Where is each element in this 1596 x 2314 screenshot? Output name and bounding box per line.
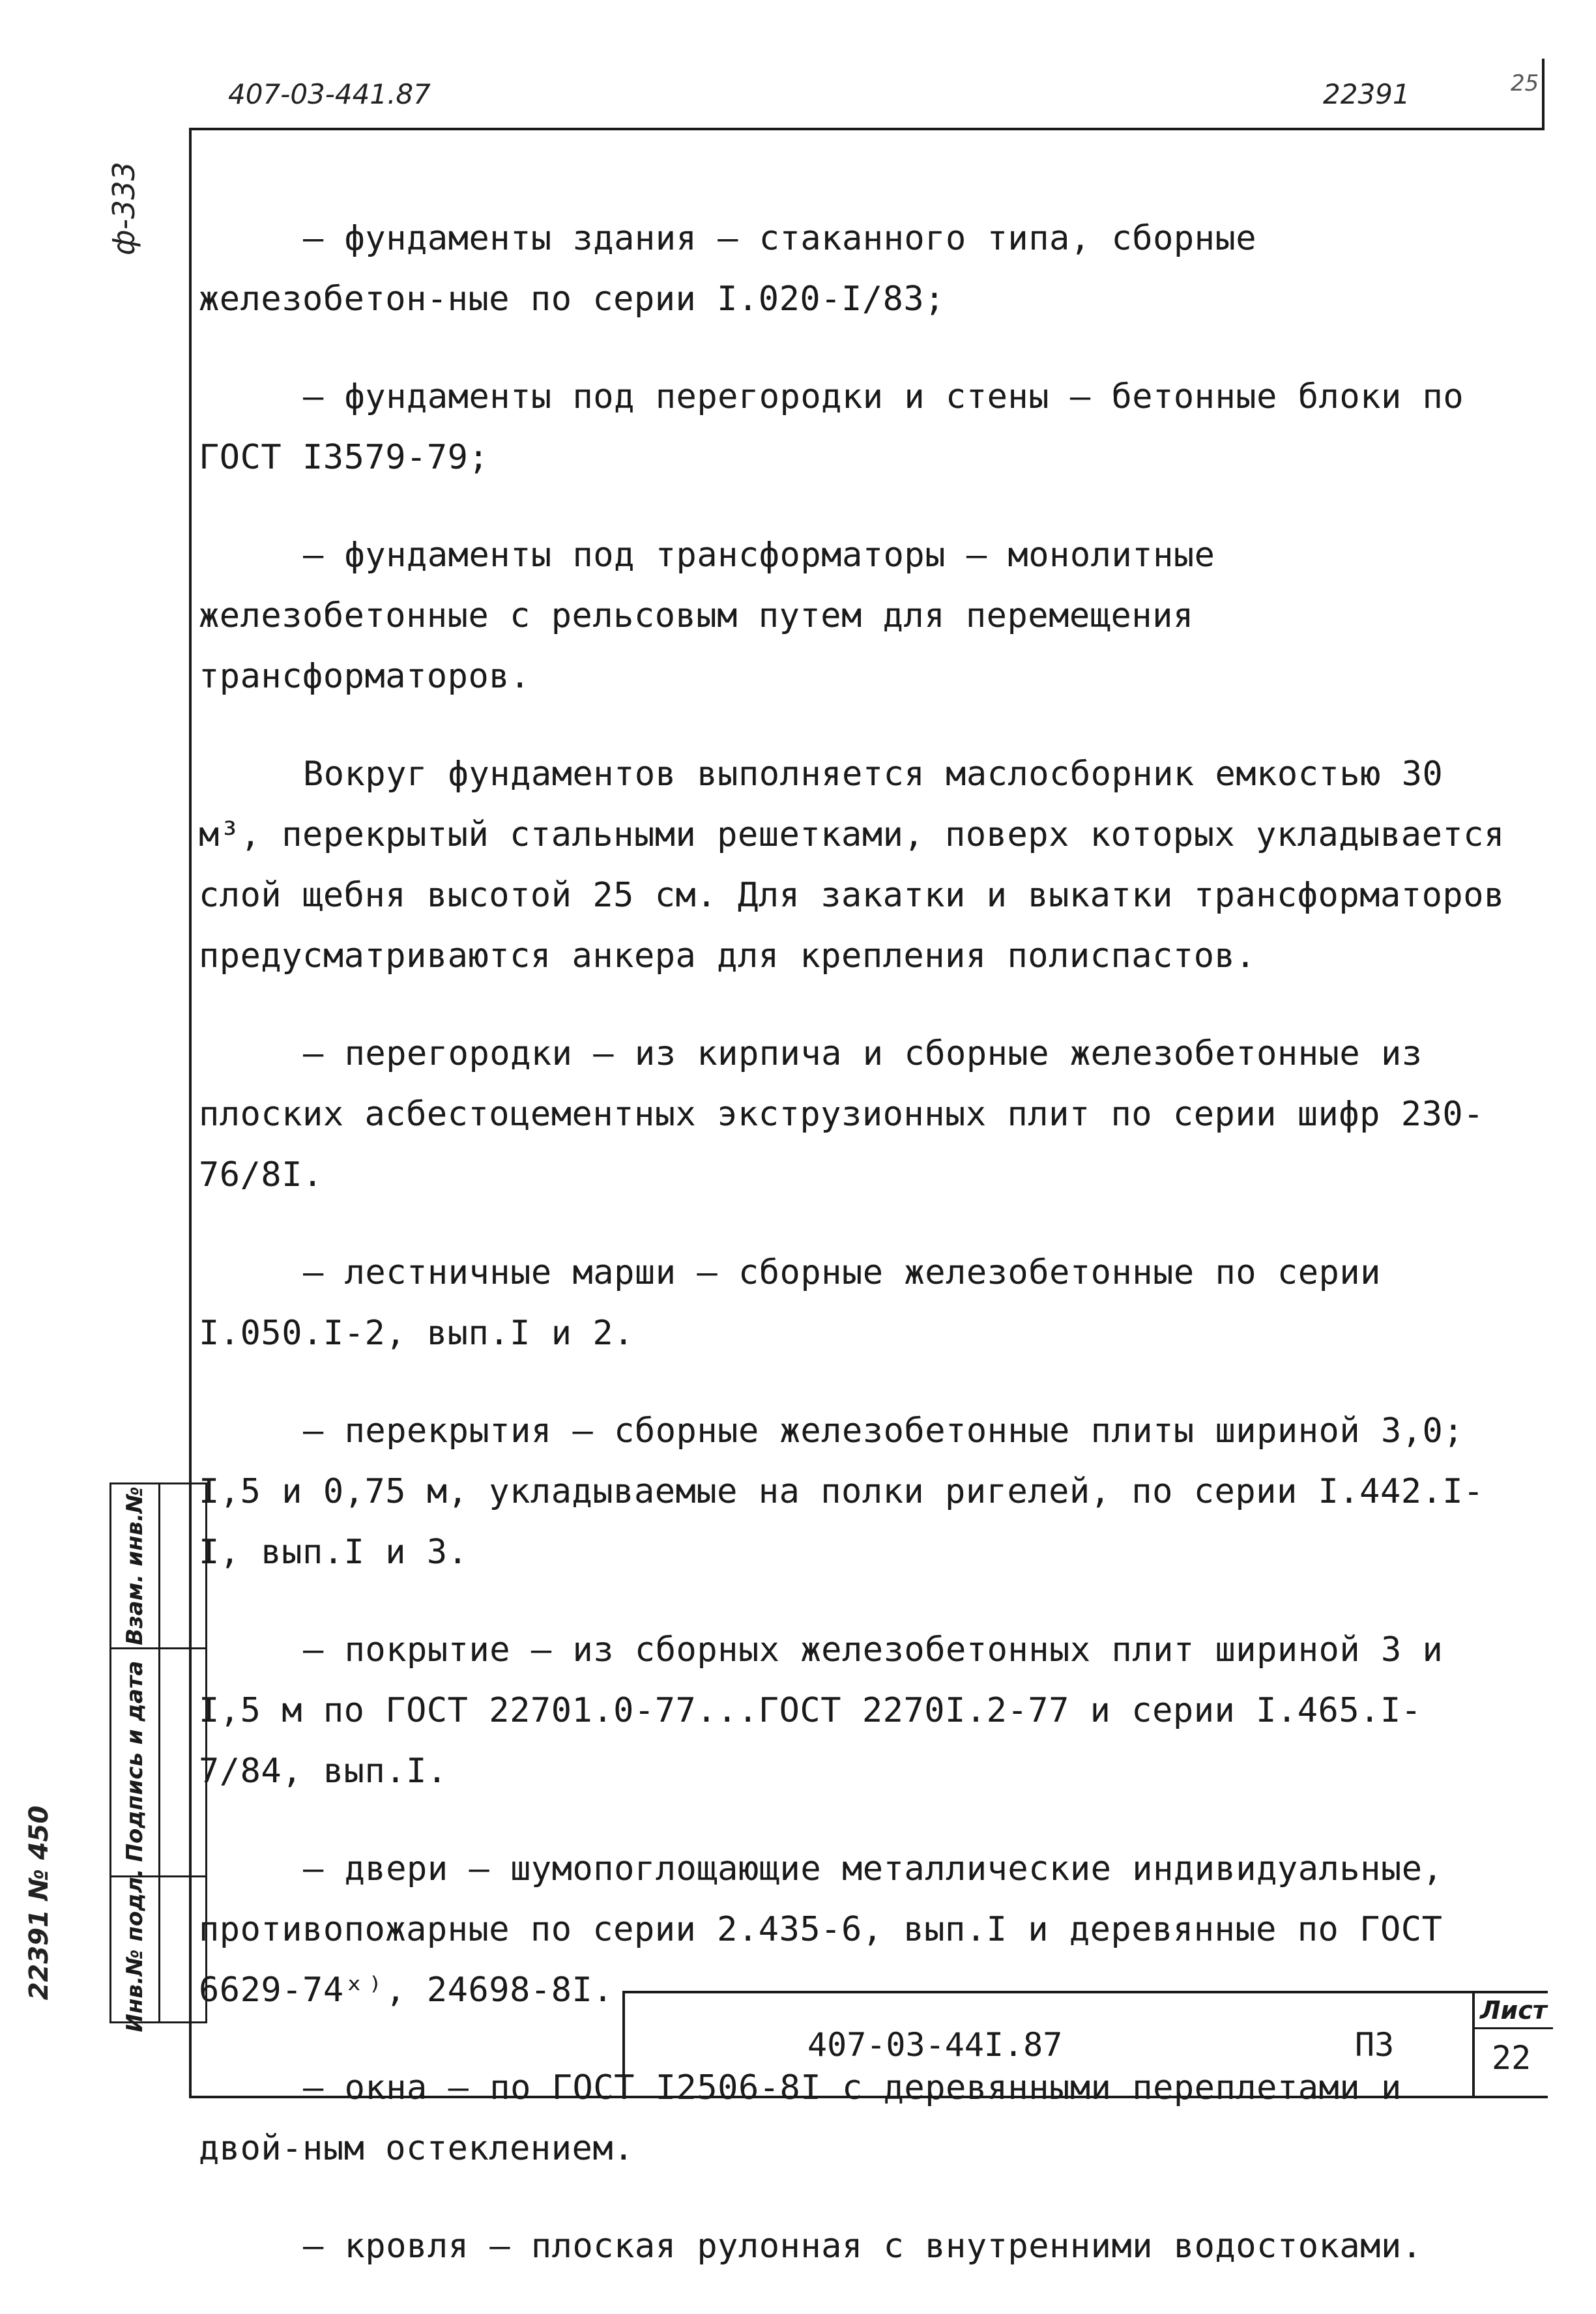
sheet-label: Лист [1480,1996,1547,2025]
frame-top-line [189,128,1545,130]
title-block-doc-type: ПЗ [1355,2026,1395,2064]
paragraph-floors: – перекрытия – сборные железобетонные плиты шириной 3,0; I,5 и 0,75 м, укладываемые на полки ригелей, по серии I.442.I-I, вып.I и 3. [199,1411,1485,1572]
paragraph-partitions: – перегородки – из кирпича и сборные железобетонные из плоских асбестоцементных экструзионных плит по серии шифр 230-76/8I. [199,1034,1485,1194]
stamp-vertical-divider [158,1484,160,2021]
paragraph-stairs: – лестничные марши – сборные железобетонные по серии I.050.I-2, вып.I и 2. [199,1253,1381,1353]
stamp-column [109,1482,207,2032]
title-block-separator [1472,1993,1475,2096]
stamp-podpis-label: Подпись и дата [122,1660,148,1862]
header-code: 407-03-441.87 [228,78,431,110]
side-code: ф-333 [106,162,141,255]
title-block-code: 407-03-44I.87 [807,2026,1063,2064]
paragraph-oil-collector: Вокруг фундаментов выполняется маслосборник емкостью 30 м³, перекрытый стальными решетками, поверх которых укладывается слой щебня высотой 25 см. Для закатки и выкатки трансформаторов предусматриваются анкера для крепления полиспастов. [199,755,1505,976]
header-number: 22391 [1323,78,1410,110]
sheet-number: 22 [1492,2039,1531,2077]
paragraph-roofing-slabs: – покрытие – из сборных железобетонных плит шириной 3 и I,5 м по ГОСТ 22701.0-77...ГОСТ 2270I.2-77 и серии I.465.I-7/84, вып.I. [199,1630,1444,1791]
stamp-vzam-inv-label: Взам. инв.№ [122,1486,148,1645]
stamp-divider [111,1647,205,1649]
title-block [622,1991,1548,2098]
stamp-inv-podl-label: Инв.№ подл. [122,1868,148,2032]
margin-handwritten-number: 22391 № 450 [24,1805,54,2001]
paragraph-windows: – окна – по ГОСТ I2506-8I с деревянными переплетами и двой-ным остеклением. [199,2068,1402,2168]
paragraph-foundations: – фундаменты здания – стаканного типа, сборные железобетон-ные по серии I.020-I/83; [199,219,1257,319]
frame-right-line [1542,59,1545,130]
paragraph-roof: – кровля – плоская рулонная с внутренними водостоками. [303,2227,1423,2266]
corner-mark: 25 [1511,70,1539,96]
paragraph-doors: – двери – шумопоглощающие металлические индивидуальные, противопожарные по серии 2.435-6, вып.I и деревянные по ГОСТ 6629-74ˣ⁾, 24698-8I. [199,1849,1444,2010]
paragraph-transformer-foundations: – фундаменты под трансформаторы – монолитные железобетонные с рельсовым путем для перемещения трансформаторов. [199,536,1215,696]
paragraph-wall-foundations: – фундаменты под перегородки и стены – бетонные блоки по ГОСТ I3579-79; [199,377,1464,477]
sheet-divider [1475,2027,1553,2029]
